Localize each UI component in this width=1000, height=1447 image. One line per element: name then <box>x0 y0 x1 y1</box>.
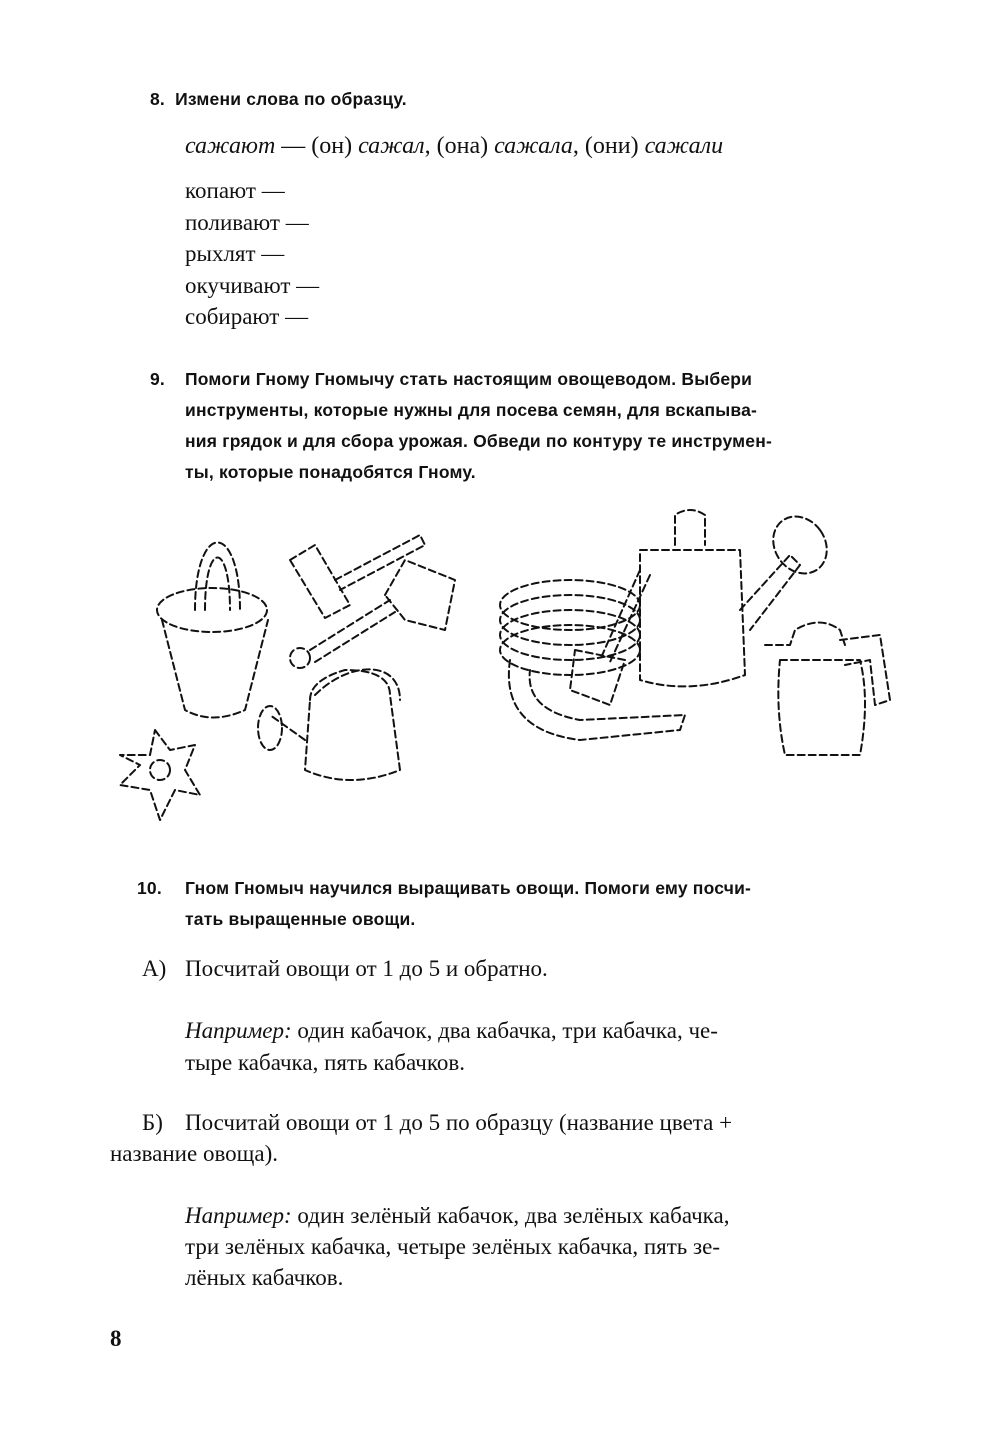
example-label: Например: <box>185 1018 292 1043</box>
subtask-a-text: Посчитай овощи от 1 до 5 и обратно. <box>185 956 548 981</box>
example-line: три зелёных кабачка, четыре зелёных кабачка, пять зе- <box>185 1234 720 1259</box>
subtask-b-example <box>185 1203 729 1229</box>
example-label: Например: <box>185 1203 292 1228</box>
example-line: лёных кабачков. <box>185 1265 344 1290</box>
task-9-line: ты, которые понадобятся Гному. <box>185 462 476 482</box>
tools-illustration <box>100 500 910 840</box>
subtask-b-text: название овоща). <box>110 1141 278 1166</box>
spray-bottle-illustration <box>765 623 890 756</box>
task-9-line: Помоги Гному Гномычу стать настоящим овощеводом. Выбери <box>185 369 753 389</box>
task-10-line: тать выращенные овощи. <box>185 909 416 929</box>
example-text: , (она) <box>424 133 495 159</box>
example-text: , (они) <box>572 133 645 159</box>
subtask-b-label: Б) <box>142 1110 163 1135</box>
example-form: сажала <box>494 133 573 159</box>
example-word: сажают <box>185 133 276 159</box>
shovel-illustration <box>290 560 455 668</box>
small-watering-can-illustration <box>258 669 400 780</box>
example-line: тыре кабачка, пять кабачков. <box>185 1050 465 1075</box>
example-text: — (он) <box>275 133 359 159</box>
task-10-line: Гном Гномыч научился выращивать овощи. Помоги ему посчи- <box>185 878 752 898</box>
task-number: 10. <box>137 878 162 898</box>
word-item: собирают — <box>185 304 309 329</box>
trowel-illustration <box>570 570 650 705</box>
word-item: поливают — <box>185 210 309 235</box>
word-item: копают — <box>185 178 285 203</box>
word-item: окучивают — <box>185 273 320 298</box>
task-number: 8. <box>150 89 165 109</box>
star-mold-illustration <box>120 730 200 820</box>
rake-illustration <box>290 535 425 618</box>
subtask-a-label: А) <box>142 956 167 981</box>
task-number: 9. <box>150 369 165 389</box>
task-title: Измени слова по образцу. <box>175 89 407 109</box>
example-form: сажал <box>358 133 425 159</box>
page-number: 8 <box>110 1326 122 1351</box>
bucket-illustration <box>157 543 268 718</box>
task-8-heading <box>150 89 407 110</box>
word-item: рыхлят — <box>185 241 285 266</box>
hose-illustration <box>500 580 685 740</box>
subtask-b-text: Посчитай овощи от 1 до 5 по образцу (название цвета + <box>185 1110 733 1135</box>
task-8-example <box>185 133 723 160</box>
example-line: один зелёный кабачок, два зелёных кабачка, <box>291 1203 730 1228</box>
task-9-line: ния грядок и для сбора урожая. Обведи по контуру те инструмен- <box>185 431 773 451</box>
task-9-line: инструменты, которые нужны для посева семян, для вскапыва- <box>185 400 758 420</box>
example-line: один кабачок, два кабачка, три кабачка, че- <box>291 1018 718 1043</box>
example-form: сажали <box>644 133 724 159</box>
subtask-a-example <box>185 1018 718 1044</box>
